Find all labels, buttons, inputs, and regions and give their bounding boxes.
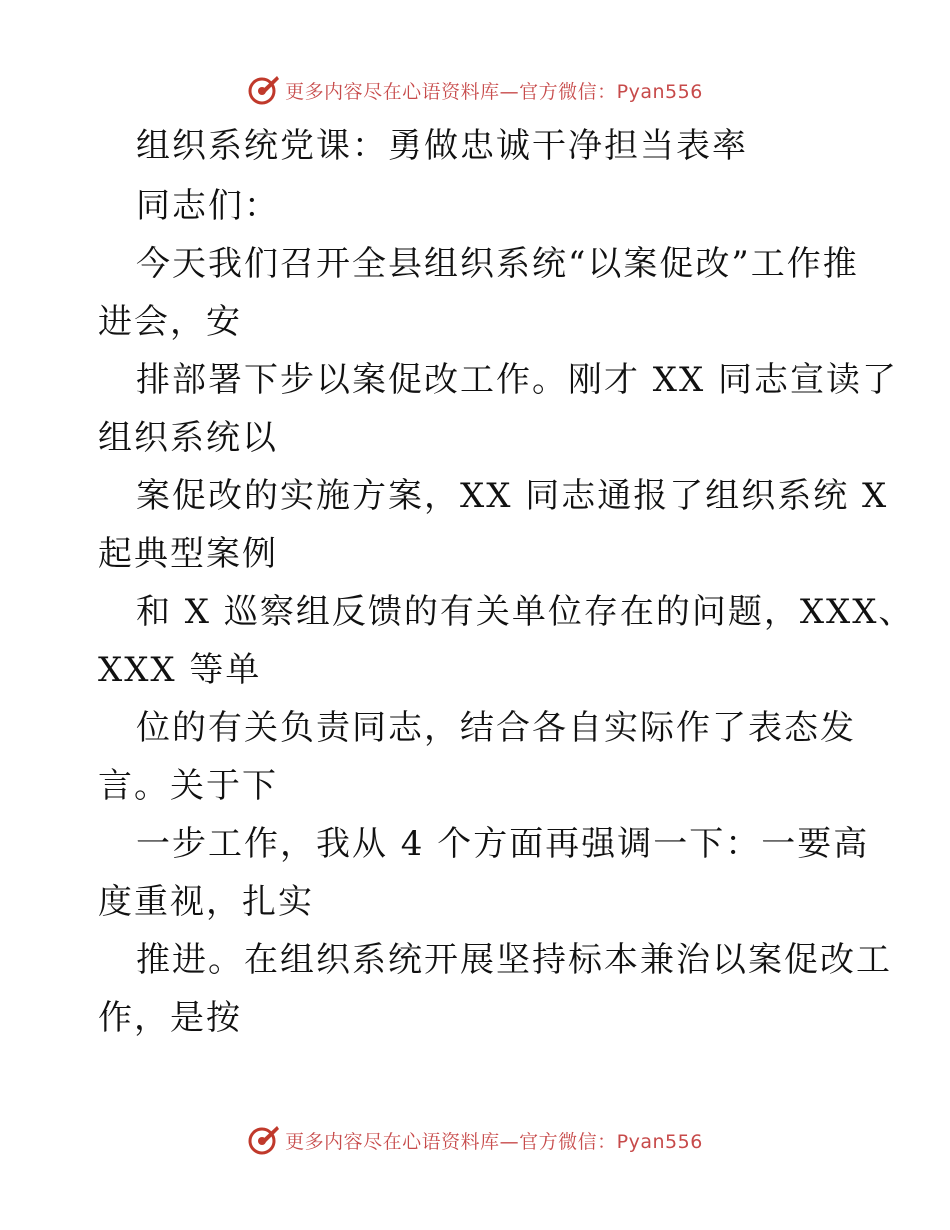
- paragraph-line: 作，是按: [98, 998, 242, 1038]
- paragraph-line: 一步工作，我从 4 个方面再强调一下：一要高: [136, 824, 870, 864]
- paragraph-line: 组织系统以: [98, 418, 278, 458]
- paragraph-line: 排部署下步以案促改工作。刚才 XX 同志宣读了: [136, 360, 899, 400]
- footer-watermark: [0, 1120, 950, 1160]
- paragraph-line: 度重视，扎实: [98, 882, 314, 922]
- watermark-text: 更多内容尽在心语资料库—官方微信：Pyan556: [285, 1130, 703, 1153]
- paragraph-line: 案促改的实施方案，XX 同志通报了组织系统 X: [136, 476, 889, 516]
- paragraph-line: 和 X 巡察组反馈的有关单位存在的问题，XXX、: [136, 592, 915, 632]
- paragraph-line: XXX 等单: [98, 650, 262, 690]
- header-watermark: [0, 70, 950, 110]
- document-title: 组织系统党课：勇做忠诚干净担当表率: [136, 126, 748, 166]
- paragraph-line: 言。关于下: [98, 766, 278, 806]
- watermark-text: 更多内容尽在心语资料库—官方微信：Pyan556: [285, 80, 703, 103]
- paragraph-line: 起典型案例: [98, 534, 278, 574]
- paragraph-line: 推进。在组织系统开展坚持标本兼治以案促改工: [136, 940, 892, 980]
- pen-logo-icon: [247, 1123, 281, 1157]
- pen-logo-icon: [247, 73, 281, 107]
- paragraph-line: 今天我们召开全县组织系统“以案促改”工作推: [136, 244, 859, 284]
- paragraph-line: 进会，安: [98, 302, 242, 342]
- paragraph-line: 位的有关负责同志，结合各自实际作了表态发: [136, 708, 856, 748]
- salutation: 同志们：: [136, 186, 280, 226]
